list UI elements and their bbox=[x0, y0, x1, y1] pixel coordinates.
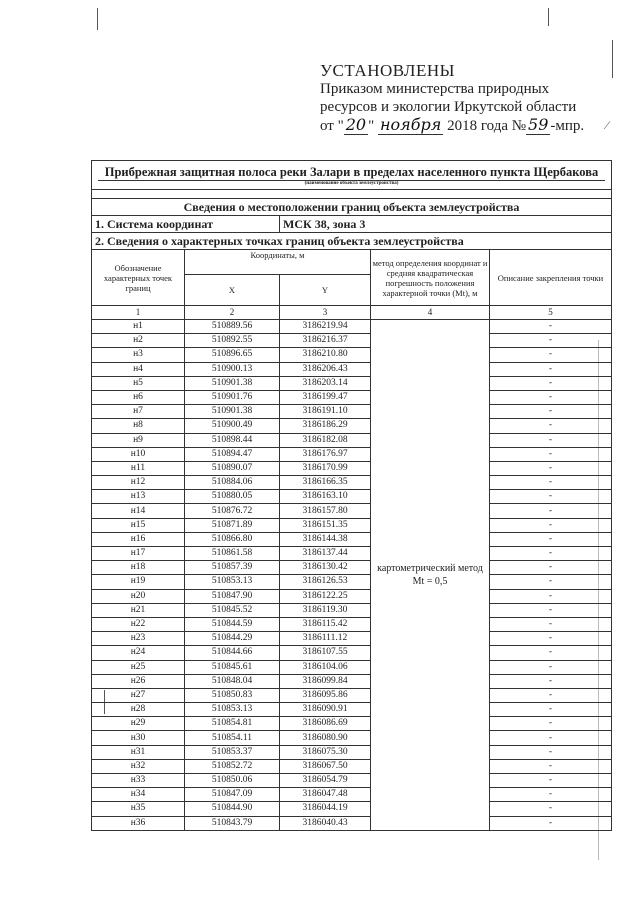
point-id: н27 bbox=[92, 688, 185, 702]
point-y: 3186166.35 bbox=[280, 476, 371, 490]
point-x: 510876.72 bbox=[185, 504, 280, 518]
point-x: 510857.39 bbox=[185, 561, 280, 575]
point-y: 3186144.38 bbox=[280, 532, 371, 546]
table-row bbox=[92, 447, 612, 461]
col-number-5: 5 bbox=[490, 306, 612, 320]
point-y: 3186216.37 bbox=[280, 334, 371, 348]
point-y: 3186137.44 bbox=[280, 547, 371, 561]
table-row bbox=[92, 376, 612, 390]
point-x: 510847.90 bbox=[185, 589, 280, 603]
table-row bbox=[92, 731, 612, 745]
col-number-4: 4 bbox=[371, 306, 490, 320]
point-y: 3186075.30 bbox=[280, 745, 371, 759]
table-row bbox=[92, 476, 612, 490]
table-row bbox=[92, 774, 612, 788]
point-id: н7 bbox=[92, 405, 185, 419]
point-x: 510844.90 bbox=[185, 802, 280, 816]
point-y: 3186130.42 bbox=[280, 561, 371, 575]
approval-number: 59 bbox=[528, 115, 549, 134]
point-y: 3186210.80 bbox=[280, 348, 371, 362]
approval-suffix: -мпр. bbox=[550, 118, 585, 134]
point-y: 3186219.94 bbox=[280, 320, 371, 334]
point-description: - bbox=[490, 703, 612, 717]
point-id: н19 bbox=[92, 575, 185, 589]
table-row bbox=[92, 788, 612, 802]
x-header: X bbox=[185, 275, 280, 306]
object-title-cell bbox=[92, 161, 612, 190]
point-description: - bbox=[490, 419, 612, 433]
coord-system-label: 1. Система координат bbox=[92, 216, 280, 233]
point-description: - bbox=[490, 547, 612, 561]
table-row bbox=[92, 589, 612, 603]
point-id: н8 bbox=[92, 419, 185, 433]
handwritten-tick: ⁄ bbox=[606, 118, 609, 132]
point-id: н4 bbox=[92, 362, 185, 376]
point-x: 510901.76 bbox=[185, 390, 280, 404]
point-x: 510900.13 bbox=[185, 362, 280, 376]
point-description: - bbox=[490, 376, 612, 390]
point-description: - bbox=[490, 717, 612, 731]
point-description: - bbox=[490, 745, 612, 759]
point-x: 510884.06 bbox=[185, 476, 280, 490]
approval-line-2: ресурсов и экологии Иркутской области bbox=[320, 99, 577, 115]
point-description: - bbox=[490, 518, 612, 532]
coord-system-value: МСК 38, зона 3 bbox=[280, 216, 612, 233]
coords-header: Координаты, м bbox=[185, 250, 371, 275]
point-x: 510866.80 bbox=[185, 532, 280, 546]
point-x: 510845.52 bbox=[185, 603, 280, 617]
table-row bbox=[92, 320, 612, 334]
approval-quote: " bbox=[368, 118, 375, 134]
point-x: 510850.83 bbox=[185, 688, 280, 702]
spacer-row bbox=[92, 190, 612, 199]
point-description: - bbox=[490, 447, 612, 461]
table-row bbox=[92, 660, 612, 674]
point-id: н32 bbox=[92, 759, 185, 773]
point-description: - bbox=[490, 589, 612, 603]
point-y: 3186095.86 bbox=[280, 688, 371, 702]
point-x: 510854.81 bbox=[185, 717, 280, 731]
point-id: н23 bbox=[92, 632, 185, 646]
point-x: 510861.58 bbox=[185, 547, 280, 561]
point-description: - bbox=[490, 788, 612, 802]
table-row bbox=[92, 532, 612, 546]
approval-title: УСТАНОВЛЕНЫ bbox=[320, 61, 455, 80]
point-description: - bbox=[490, 490, 612, 504]
point-x: 510843.79 bbox=[185, 816, 280, 830]
point-x: 510844.29 bbox=[185, 632, 280, 646]
point-description: - bbox=[490, 532, 612, 546]
table-row bbox=[92, 390, 612, 404]
point-id: н2 bbox=[92, 334, 185, 348]
table-row bbox=[92, 802, 612, 816]
point-x: 510901.38 bbox=[185, 376, 280, 390]
point-id: н21 bbox=[92, 603, 185, 617]
point-x: 510900.49 bbox=[185, 419, 280, 433]
description-header: Описание закрепления точки bbox=[490, 250, 612, 306]
point-id: н5 bbox=[92, 376, 185, 390]
point-description: - bbox=[490, 320, 612, 334]
point-y: 3186115.42 bbox=[280, 617, 371, 631]
table-row bbox=[92, 348, 612, 362]
point-x: 510844.66 bbox=[185, 646, 280, 660]
table-row bbox=[92, 646, 612, 660]
table-row bbox=[92, 674, 612, 688]
table-row bbox=[92, 745, 612, 759]
point-y: 3186107.55 bbox=[280, 646, 371, 660]
point-description: - bbox=[490, 632, 612, 646]
table-row bbox=[92, 419, 612, 433]
point-id: н18 bbox=[92, 561, 185, 575]
point-id: н20 bbox=[92, 589, 185, 603]
point-x: 510890.07 bbox=[185, 461, 280, 475]
col-number-1: 1 bbox=[92, 306, 185, 320]
method-value: картометрический метод Mt = 0,5 bbox=[371, 320, 490, 831]
point-x: 510852.72 bbox=[185, 759, 280, 773]
point-id: н36 bbox=[92, 816, 185, 830]
point-id: н26 bbox=[92, 674, 185, 688]
approval-day: 20 bbox=[345, 115, 367, 134]
point-x: 510853.37 bbox=[185, 745, 280, 759]
point-description: - bbox=[490, 504, 612, 518]
table-row bbox=[92, 759, 612, 773]
point-x: 510847.09 bbox=[185, 788, 280, 802]
point-y: 3186151.35 bbox=[280, 518, 371, 532]
point-description: - bbox=[490, 688, 612, 702]
point-description: - bbox=[490, 674, 612, 688]
point-id: н12 bbox=[92, 476, 185, 490]
table-row bbox=[92, 334, 612, 348]
point-x: 510894.47 bbox=[185, 447, 280, 461]
table-row bbox=[92, 617, 612, 631]
boundary-points-table bbox=[91, 160, 612, 831]
point-y: 3186086.69 bbox=[280, 717, 371, 731]
point-y: 3186067.50 bbox=[280, 759, 371, 773]
object-caption: (наименование объекта землеустройства) bbox=[98, 180, 605, 187]
point-x: 510854.11 bbox=[185, 731, 280, 745]
table-row bbox=[92, 717, 612, 731]
approval-prefix: от " bbox=[320, 118, 344, 134]
point-y: 3186044.19 bbox=[280, 802, 371, 816]
point-id: н3 bbox=[92, 348, 185, 362]
point-id: н14 bbox=[92, 504, 185, 518]
method-header: метод определения координат и средняя квадратическая погрешность положения характерной точки (Mt), м bbox=[371, 250, 490, 306]
point-description: - bbox=[490, 334, 612, 348]
point-id: н22 bbox=[92, 617, 185, 631]
point-x: 510848.04 bbox=[185, 674, 280, 688]
point-y: 3186122.25 bbox=[280, 589, 371, 603]
y-header: Y bbox=[280, 275, 371, 306]
designation-header: Обозначение характерных точек границ bbox=[92, 250, 185, 306]
table-row bbox=[92, 362, 612, 376]
point-x: 510898.44 bbox=[185, 433, 280, 447]
point-id: н33 bbox=[92, 774, 185, 788]
object-title: Прибрежная защитная полоса реки Залари в пределах населенного пункта Щербакова bbox=[104, 165, 599, 179]
point-y: 3186157.80 bbox=[280, 504, 371, 518]
table-row bbox=[92, 433, 612, 447]
point-y: 3186176.97 bbox=[280, 447, 371, 461]
point-description: - bbox=[490, 362, 612, 376]
col-number-3: 3 bbox=[280, 306, 371, 320]
point-y: 3186199.47 bbox=[280, 390, 371, 404]
point-y: 3186186.29 bbox=[280, 419, 371, 433]
point-description: - bbox=[490, 617, 612, 631]
point-description: - bbox=[490, 575, 612, 589]
table-row bbox=[92, 632, 612, 646]
point-description: - bbox=[490, 405, 612, 419]
table-row bbox=[92, 703, 612, 717]
point-y: 3186182.08 bbox=[280, 433, 371, 447]
approval-block bbox=[320, 62, 620, 135]
point-y: 3186090.91 bbox=[280, 703, 371, 717]
point-description: - bbox=[490, 461, 612, 475]
point-id: н1 bbox=[92, 320, 185, 334]
point-id: н29 bbox=[92, 717, 185, 731]
approval-year: 2018 года № bbox=[447, 118, 527, 134]
point-description: - bbox=[490, 561, 612, 575]
point-x: 510892.55 bbox=[185, 334, 280, 348]
point-id: н24 bbox=[92, 646, 185, 660]
point-description: - bbox=[490, 660, 612, 674]
point-description: - bbox=[490, 774, 612, 788]
point-id: н31 bbox=[92, 745, 185, 759]
points-body bbox=[92, 320, 612, 831]
point-id: н17 bbox=[92, 547, 185, 561]
table-row bbox=[92, 405, 612, 419]
point-y: 3186206.43 bbox=[280, 362, 371, 376]
scan-mark bbox=[548, 8, 549, 26]
point-x: 510845.61 bbox=[185, 660, 280, 674]
point-x: 510880.05 bbox=[185, 490, 280, 504]
col-number-2: 2 bbox=[185, 306, 280, 320]
point-y: 3186104.06 bbox=[280, 660, 371, 674]
point-id: н13 bbox=[92, 490, 185, 504]
point-y: 3186080.90 bbox=[280, 731, 371, 745]
table-row bbox=[92, 816, 612, 830]
table-row bbox=[92, 518, 612, 532]
approval-month: ноября bbox=[379, 115, 442, 134]
point-description: - bbox=[490, 731, 612, 745]
point-y: 3186099.84 bbox=[280, 674, 371, 688]
point-id: н34 bbox=[92, 788, 185, 802]
table-row bbox=[92, 603, 612, 617]
point-x: 510844.59 bbox=[185, 617, 280, 631]
table-row bbox=[92, 490, 612, 504]
point-description: - bbox=[490, 759, 612, 773]
point-x: 510853.13 bbox=[185, 703, 280, 717]
point-x: 510871.89 bbox=[185, 518, 280, 532]
point-y: 3186191.10 bbox=[280, 405, 371, 419]
point-id: н35 bbox=[92, 802, 185, 816]
table-row bbox=[92, 461, 612, 475]
point-id: н10 bbox=[92, 447, 185, 461]
point-id: н6 bbox=[92, 390, 185, 404]
approval-line-1: Приказом министерства природных bbox=[320, 81, 550, 97]
point-id: н9 bbox=[92, 433, 185, 447]
point-y: 3186126.53 bbox=[280, 575, 371, 589]
point-y: 3186163.10 bbox=[280, 490, 371, 504]
point-description: - bbox=[490, 816, 612, 830]
point-description: - bbox=[490, 390, 612, 404]
table-row bbox=[92, 575, 612, 589]
point-y: 3186111.12 bbox=[280, 632, 371, 646]
section-title: Сведения о местоположении границ объекта землеустройства bbox=[92, 199, 612, 216]
point-description: - bbox=[490, 433, 612, 447]
point-description: - bbox=[490, 646, 612, 660]
point-x: 510850.06 bbox=[185, 774, 280, 788]
table-row bbox=[92, 547, 612, 561]
scan-mark bbox=[612, 40, 613, 78]
point-id: н15 bbox=[92, 518, 185, 532]
points-section-title: 2. Сведения о характерных точках границ объекта землеустройства bbox=[92, 233, 612, 250]
table-row bbox=[92, 561, 612, 575]
point-x: 510896.65 bbox=[185, 348, 280, 362]
point-y: 3186047.48 bbox=[280, 788, 371, 802]
point-id: н30 bbox=[92, 731, 185, 745]
point-y: 3186040.43 bbox=[280, 816, 371, 830]
table-row bbox=[92, 504, 612, 518]
point-description: - bbox=[490, 802, 612, 816]
point-y: 3186203.14 bbox=[280, 376, 371, 390]
point-x: 510853.13 bbox=[185, 575, 280, 589]
table-row bbox=[92, 688, 612, 702]
point-description: - bbox=[490, 476, 612, 490]
point-y: 3186119.30 bbox=[280, 603, 371, 617]
point-id: н16 bbox=[92, 532, 185, 546]
point-id: н25 bbox=[92, 660, 185, 674]
point-x: 510889.56 bbox=[185, 320, 280, 334]
point-y: 3186054.79 bbox=[280, 774, 371, 788]
point-description: - bbox=[490, 603, 612, 617]
point-id: н28 bbox=[92, 703, 185, 717]
point-id: н11 bbox=[92, 461, 185, 475]
point-x: 510901.38 bbox=[185, 405, 280, 419]
point-description: - bbox=[490, 348, 612, 362]
point-y: 3186170.99 bbox=[280, 461, 371, 475]
scan-mark bbox=[97, 8, 98, 30]
approval-date-line bbox=[320, 116, 620, 135]
